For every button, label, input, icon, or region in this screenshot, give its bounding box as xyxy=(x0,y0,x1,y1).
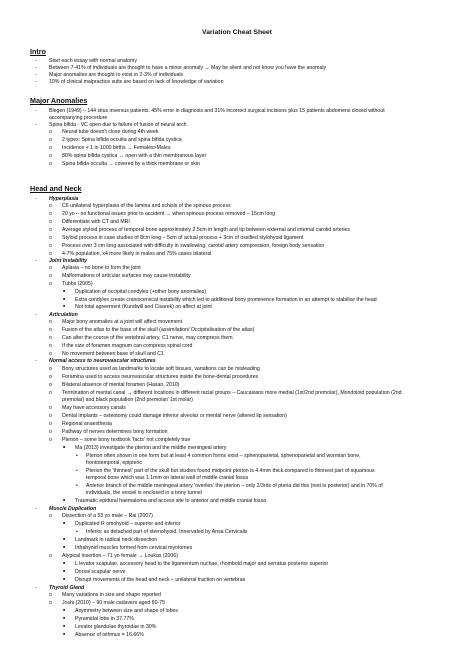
list-item: Levator glandulae thyroidae in 30% xyxy=(75,624,157,630)
bullet-marker: ■ xyxy=(63,521,66,525)
list-item: Absence of isthmus = 16.66% xyxy=(75,632,144,638)
bullet-marker: o xyxy=(49,413,52,419)
bullet-marker: - xyxy=(35,58,37,64)
bullet-marker: ■ xyxy=(63,624,66,628)
list-item: Inferior as detached part of sternohyoid. Innervated by Ansa Cervicalis xyxy=(86,529,248,535)
list-item: Neural tube doesn't close during 4th week xyxy=(62,129,159,135)
subsection-heading: Normal access to neurovascular structures xyxy=(49,358,156,364)
list-item: Major anomalies are thought to exist in 2-3% of individuals xyxy=(49,72,184,78)
bullet-marker: o xyxy=(49,227,52,233)
list-item: individuals, the vessel is enclosed in a bony tunnel xyxy=(86,490,202,496)
bullet-marker: ■ xyxy=(63,608,66,612)
bullet-marker: o xyxy=(49,343,52,349)
bullet-marker: - xyxy=(35,358,37,364)
list-item: If the size of foramen magnum can compress spinal cord xyxy=(62,343,193,349)
list-item: Atypical insertion – 71 yo female → Loukas (2006) xyxy=(62,553,178,559)
list-item: temporal bone which was 1.1mm on lateral wall of middle cranial fossa xyxy=(86,475,249,481)
bullet-marker: o xyxy=(49,211,52,217)
list-item: Styloid process in case studies of 8cm long – 5cm of actual process + 3cm of ossified stylohyoid ligament xyxy=(62,235,304,241)
bullet-marker: o xyxy=(49,319,52,325)
list-item: Can alter the course of the vertebral artery, C1 nerve, may compress them xyxy=(62,335,233,341)
list-item: May have accessory canals xyxy=(62,405,126,411)
list-item: Pterion the 'thinnest' part of the skull but studies found midpoint pterion is 4.4mm thick compared to thinnest part of squamous xyxy=(86,468,375,474)
list-item: frontotemporal, epipteric xyxy=(86,460,142,466)
list-item: Blegen (1949) – 144 situs inversus patients. 45% error in diagnosis and 31% incorrect surgical incisions plus 15 patients abdomens closed without xyxy=(49,108,385,114)
list-item: 80% spina bifida cystica → open with a thin membranous layer xyxy=(62,153,207,159)
list-item: Joshi (2010) – 90 male cadavers aged 60-75 xyxy=(62,600,165,606)
bullet-marker: ■ xyxy=(63,537,66,541)
bullet-marker: o xyxy=(49,273,52,279)
list-item: Termination of mental canal → different locations in different racial groups – Caucasians more medial (1st/2nd premolar), Mondoloid population (2nd xyxy=(62,390,402,396)
list-item: Traumatic epidural haematoma and access site to anterior and middle cranial fossa xyxy=(75,498,266,504)
list-item: Dorsal scapular nerve xyxy=(75,569,126,575)
list-item: Disrupt movements of the head and neck – unilateral traction on vertebrae xyxy=(75,577,246,583)
subsection-heading: Joint Instability xyxy=(49,258,88,264)
list-item: No movement between base of skull and C1 xyxy=(62,351,164,357)
bullet-marker: ■ xyxy=(63,297,66,301)
list-item: Bilateral absence of mental foramen (Hasan, 2010) xyxy=(62,382,180,388)
bullet-marker: o xyxy=(49,437,52,443)
bullet-marker: ■ xyxy=(63,561,66,565)
list-item: Dental implants – osteotomy could damage inferior alveolar or mental nerve (altered lip sensation) xyxy=(62,413,287,419)
list-item: premolar) and black population (2nd premolar/ 1st molar) xyxy=(62,397,193,403)
list-item: 10% of clinical malpractice suits are based on lack of knowledge of variation xyxy=(49,79,224,85)
section-heading-major-anomalies: Major Anomalies xyxy=(30,96,88,105)
list-item: Bony structures used as landmarks to locate soft tissues, variations can be misleading xyxy=(62,366,260,372)
list-item: Not total agreement (Kundwill and Cisarek) on affect at joint xyxy=(75,304,212,310)
bullet-marker: o xyxy=(49,327,52,333)
section-heading-head-and-neck: Head and Neck xyxy=(30,184,82,193)
bullet-marker: o xyxy=(49,366,52,372)
bullet-marker: - xyxy=(35,65,37,71)
list-item: Asymmetry between size and shape of lobes xyxy=(75,608,178,614)
bullet-marker: o xyxy=(49,600,52,606)
bullet-marker: ■ xyxy=(63,616,66,620)
list-item: Aplasia – no bone to form the joint xyxy=(62,265,141,271)
bullet-marker: ■ xyxy=(63,545,66,549)
list-item: C6 unilateral hyperplasia of the lamina and schisis of the spinous process xyxy=(62,203,231,209)
list-item: Ma (2013) investigate the pterion and the middle meningeal artery xyxy=(75,445,227,451)
bullet-marker: o xyxy=(49,243,52,249)
bullet-marker: ■ xyxy=(63,445,66,449)
list-item: Spina bifida - VC open due to failure of fusion of neural arch xyxy=(49,122,187,128)
bullet-marker: o xyxy=(49,390,52,396)
bullet-marker: - xyxy=(35,258,37,264)
subsection-heading: Thyroid Gland xyxy=(49,585,85,591)
bullet-marker: ■ xyxy=(63,569,66,573)
list-item: Tubbs (2005) xyxy=(62,281,93,287)
list-item: 2 types: Spina bifida occulta and spina bifida cystica xyxy=(62,137,182,143)
bullet-marker: - xyxy=(35,312,37,318)
list-item: Many variations in size and shape reported xyxy=(62,592,161,598)
list-item: Process over 3 cm long associated with difficulty in swallowing, carotid artery compression, foreign body sensation xyxy=(62,243,325,249)
bullet-marker: o xyxy=(49,382,52,388)
list-item: Start each essay with normal anatomy xyxy=(49,58,137,64)
list-item: Malformations of articular surfaces may cause instability xyxy=(62,273,191,279)
bullet-marker: ■ xyxy=(63,632,66,636)
bullet-marker: o xyxy=(49,153,52,159)
list-item: Pathway of nerves determines bony formation xyxy=(62,429,168,435)
list-item: Landmark in radical neck dissection xyxy=(75,537,158,543)
bullet-marker: ■ xyxy=(63,498,66,502)
list-item: Dissection of a 53 yo male – Rai (2007) xyxy=(62,513,153,519)
bullet-marker: • xyxy=(76,453,78,459)
list-item: Average styloid process of temporal bone approximately 2.5cm in length and tip between external and internal carotid arteries xyxy=(62,227,350,233)
bullet-marker: • xyxy=(76,529,78,535)
bullet-marker: o xyxy=(49,351,52,357)
list-item: Spina bifida occulta → covered by a thick membrane or skin xyxy=(62,161,200,167)
bullet-marker: o xyxy=(49,161,52,167)
bullet-marker: o xyxy=(49,513,52,519)
bullet-marker: • xyxy=(76,468,78,474)
bullet-marker: o xyxy=(49,137,52,143)
bullet-marker: ■ xyxy=(63,289,66,293)
bullet-marker: o xyxy=(49,219,52,225)
bullet-marker: - xyxy=(35,122,37,128)
bullet-marker: o xyxy=(49,281,52,287)
subsection-heading: Hyperplasia xyxy=(49,196,79,202)
bullet-marker: - xyxy=(35,79,37,85)
list-item: Anterior branch of the middle meningeal artery 'overlies' the pterion – only 2/3rds of pteria did this (rest is posterior) and in 70% of xyxy=(86,483,383,489)
bullet-marker: - xyxy=(35,585,37,591)
list-item: Extra condyles create craniocervical instability which led to additional bony prominence formation in an attempt to stabilise the head xyxy=(75,297,377,303)
bullet-marker: ■ xyxy=(63,304,66,308)
list-item: Duplicated R omohyoid – superior and inferior xyxy=(75,521,181,527)
bullet-marker: - xyxy=(35,72,37,78)
list-item: Between 7-41% of individuals are thought to have a minor anomaly → May be silent and not know you have the anomaly xyxy=(49,65,327,71)
list-item: Regional anaesthesia xyxy=(62,421,112,427)
list-item: Duplication of occipital condyles (+other bony anomalies) xyxy=(75,289,207,295)
bullet-marker: o xyxy=(49,129,52,135)
bullet-marker: - xyxy=(35,506,37,512)
list-item: 4-7% population, x4 more likely in males and 75% cases bilateral xyxy=(62,251,212,257)
bullet-marker: o xyxy=(49,592,52,598)
bullet-marker: o xyxy=(49,421,52,427)
list-item: L levator scapulae, accessory head to the ligamentum nuchae, rhomboid major and serratus posterior superior xyxy=(75,561,329,567)
subsection-heading: Articulation xyxy=(49,312,78,318)
list-item: Fusion of the atlas to the base of the skull (assimilation/ Occipitalisation of the atlas) xyxy=(62,327,255,333)
section-heading-intro: Intro xyxy=(30,47,46,56)
bullet-marker: o xyxy=(49,553,52,559)
bullet-marker: o xyxy=(49,145,52,151)
bullet-marker: ■ xyxy=(63,577,66,581)
bullet-marker: o xyxy=(49,265,52,271)
bullet-marker: o xyxy=(49,203,52,209)
page-title: Variation Cheat Sheet xyxy=(202,29,272,36)
list-item: accompanying procedure xyxy=(49,115,108,121)
bullet-marker: - xyxy=(35,196,37,202)
list-item: 20 yo – no functional issues prior to accident → when spinous process removed – 15cm long xyxy=(62,211,276,217)
list-item: Infrahyoid muscles formed from cervical myotomes xyxy=(75,545,193,551)
bullet-marker: o xyxy=(49,251,52,257)
list-item: Pterion – some bony textbook 'facts' not completely true xyxy=(62,437,191,443)
bullet-marker: o xyxy=(49,374,52,380)
bullet-marker: - xyxy=(35,108,37,114)
bullet-marker: • xyxy=(76,483,78,489)
list-item: Pterion often shown in one form but at least 4 common forms exist – sphenoparietal, sphenoparietal and wormian bone, xyxy=(86,453,361,459)
list-item: Pyramidal lobe in 37.77% xyxy=(75,616,134,622)
list-item: Major bony anomalies at a joint will affect movement xyxy=(62,319,183,325)
bullet-marker: o xyxy=(49,405,52,411)
subsection-heading: Muscle Duplication xyxy=(49,506,97,512)
list-item: Differentiate with CT and MRI xyxy=(62,219,130,225)
list-item: Foramina used to access neurovascular structures inside the bone-dental procedures xyxy=(62,374,259,380)
bullet-marker: o xyxy=(49,335,52,341)
bullet-marker: o xyxy=(49,429,52,435)
bullet-marker: o xyxy=(49,235,52,241)
list-item: Incidence + 1 in 1000 births → Females>Males xyxy=(62,145,171,151)
